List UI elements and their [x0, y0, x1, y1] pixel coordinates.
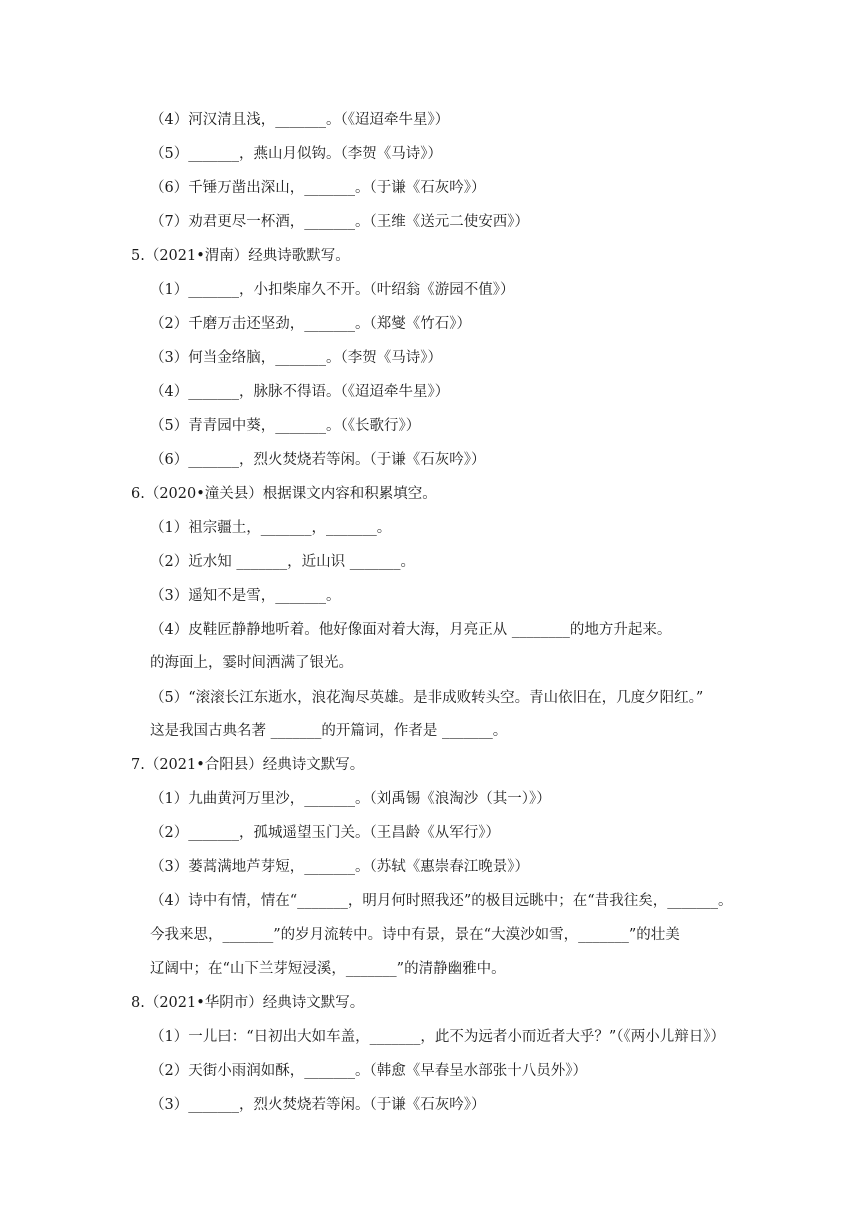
sub-question: （5）青青园中葵，_______。（《长歌行》）	[150, 418, 421, 434]
sub-question: （3）蒌蒿满地芦芽短，_______。（苏轼《惠崇春江晚景》）	[150, 859, 529, 875]
sub-question: （3）何当金络脑，_______。（李贺《马诗》）	[150, 350, 442, 366]
sub-question: （4）_______，脉脉不得语。（《迢迢牵牛星》）	[150, 384, 450, 400]
continuation-line: 辽阔中；在“山下兰芽短浸溪，_______”的清静幽雅中。	[150, 961, 506, 977]
sub-question: （5）_______，燕山月似钩。（李贺《马诗》）	[150, 146, 442, 162]
sub-question: （7）劝君更尽一杯酒，_______。（王维《送元二使安西》）	[150, 214, 529, 230]
sub-question: （6）_______，烈火焚烧若等闲。（于谦《石灰吟》）	[150, 452, 486, 468]
sub-question: （5）“滚滚长江东逝水，浪花淘尽英雄。是非成败转头空。青山依旧在，几度夕阳红。”	[150, 690, 704, 706]
sub-question: （3）遥知不是雪，_______。	[150, 588, 341, 604]
sub-question: （1）一儿曰：“日初出大如车盖，_______，此不为远者小而近者大乎？”（《两小儿辩日》）	[150, 1029, 726, 1045]
sub-question: （4）皮鞋匠静静地听着。他好像面对着大海，月亮正从 ________的地方升起来。	[150, 622, 672, 638]
sub-question: （2）天街小雨润如酥，_______。（韩愈《早春呈水部张十八员外》）	[150, 1063, 587, 1079]
continuation-line: 的海面上，霎时间洒满了银光。	[150, 655, 353, 671]
sub-question: （4）诗中有情，情在“_______，明月何时照我还”的极目远眺中；在“昔我往矣，_______。	[150, 893, 733, 909]
sub-question: （3）_______，烈火焚烧若等闲。（于谦《石灰吟》）	[150, 1097, 486, 1113]
continuation-line: 这是我国古典名著 _______的开篇词，作者是 _______。	[150, 723, 508, 739]
sub-question: （1）_______，小扣柴扉久不开。（叶绍翁《游园不值》）	[150, 282, 515, 298]
continuation-line: 今我来思，_______”的岁月流转中。诗中有景，景在“大漠沙如雪，_______”的壮美	[150, 927, 680, 943]
sub-question: （1）祖宗疆土，_______，_______。	[150, 520, 392, 536]
question-heading: 6.（2020•潼关县）根据课文内容和积累填空。	[131, 486, 437, 502]
sub-question: （2）近水知 _______，近山识 _______。	[150, 554, 415, 570]
question-heading: 7.（2021•合阳县）经典诗文默写。	[131, 757, 365, 773]
sub-question: （2）_______，孤城遥望玉门关。（王昌龄《从军行》）	[150, 825, 500, 841]
question-heading: 8.（2021•华阴市）经典诗文默写。	[131, 995, 365, 1011]
sub-question: （6）千锤万凿出深山，_______。（于谦《石灰吟》）	[150, 180, 486, 196]
sub-question: （1）九曲黄河万里沙，_______。（刘禹锡《浪淘沙（其一）》）	[150, 791, 551, 807]
sub-question: （4）河汉清且浅，_______。（《迢迢牵牛星》）	[150, 112, 450, 128]
question-heading: 5.（2021•渭南）经典诗歌默写。	[131, 248, 350, 264]
sub-question: （2）千磨万击还坚劲，_______。（郑燮《竹石》）	[150, 316, 471, 332]
